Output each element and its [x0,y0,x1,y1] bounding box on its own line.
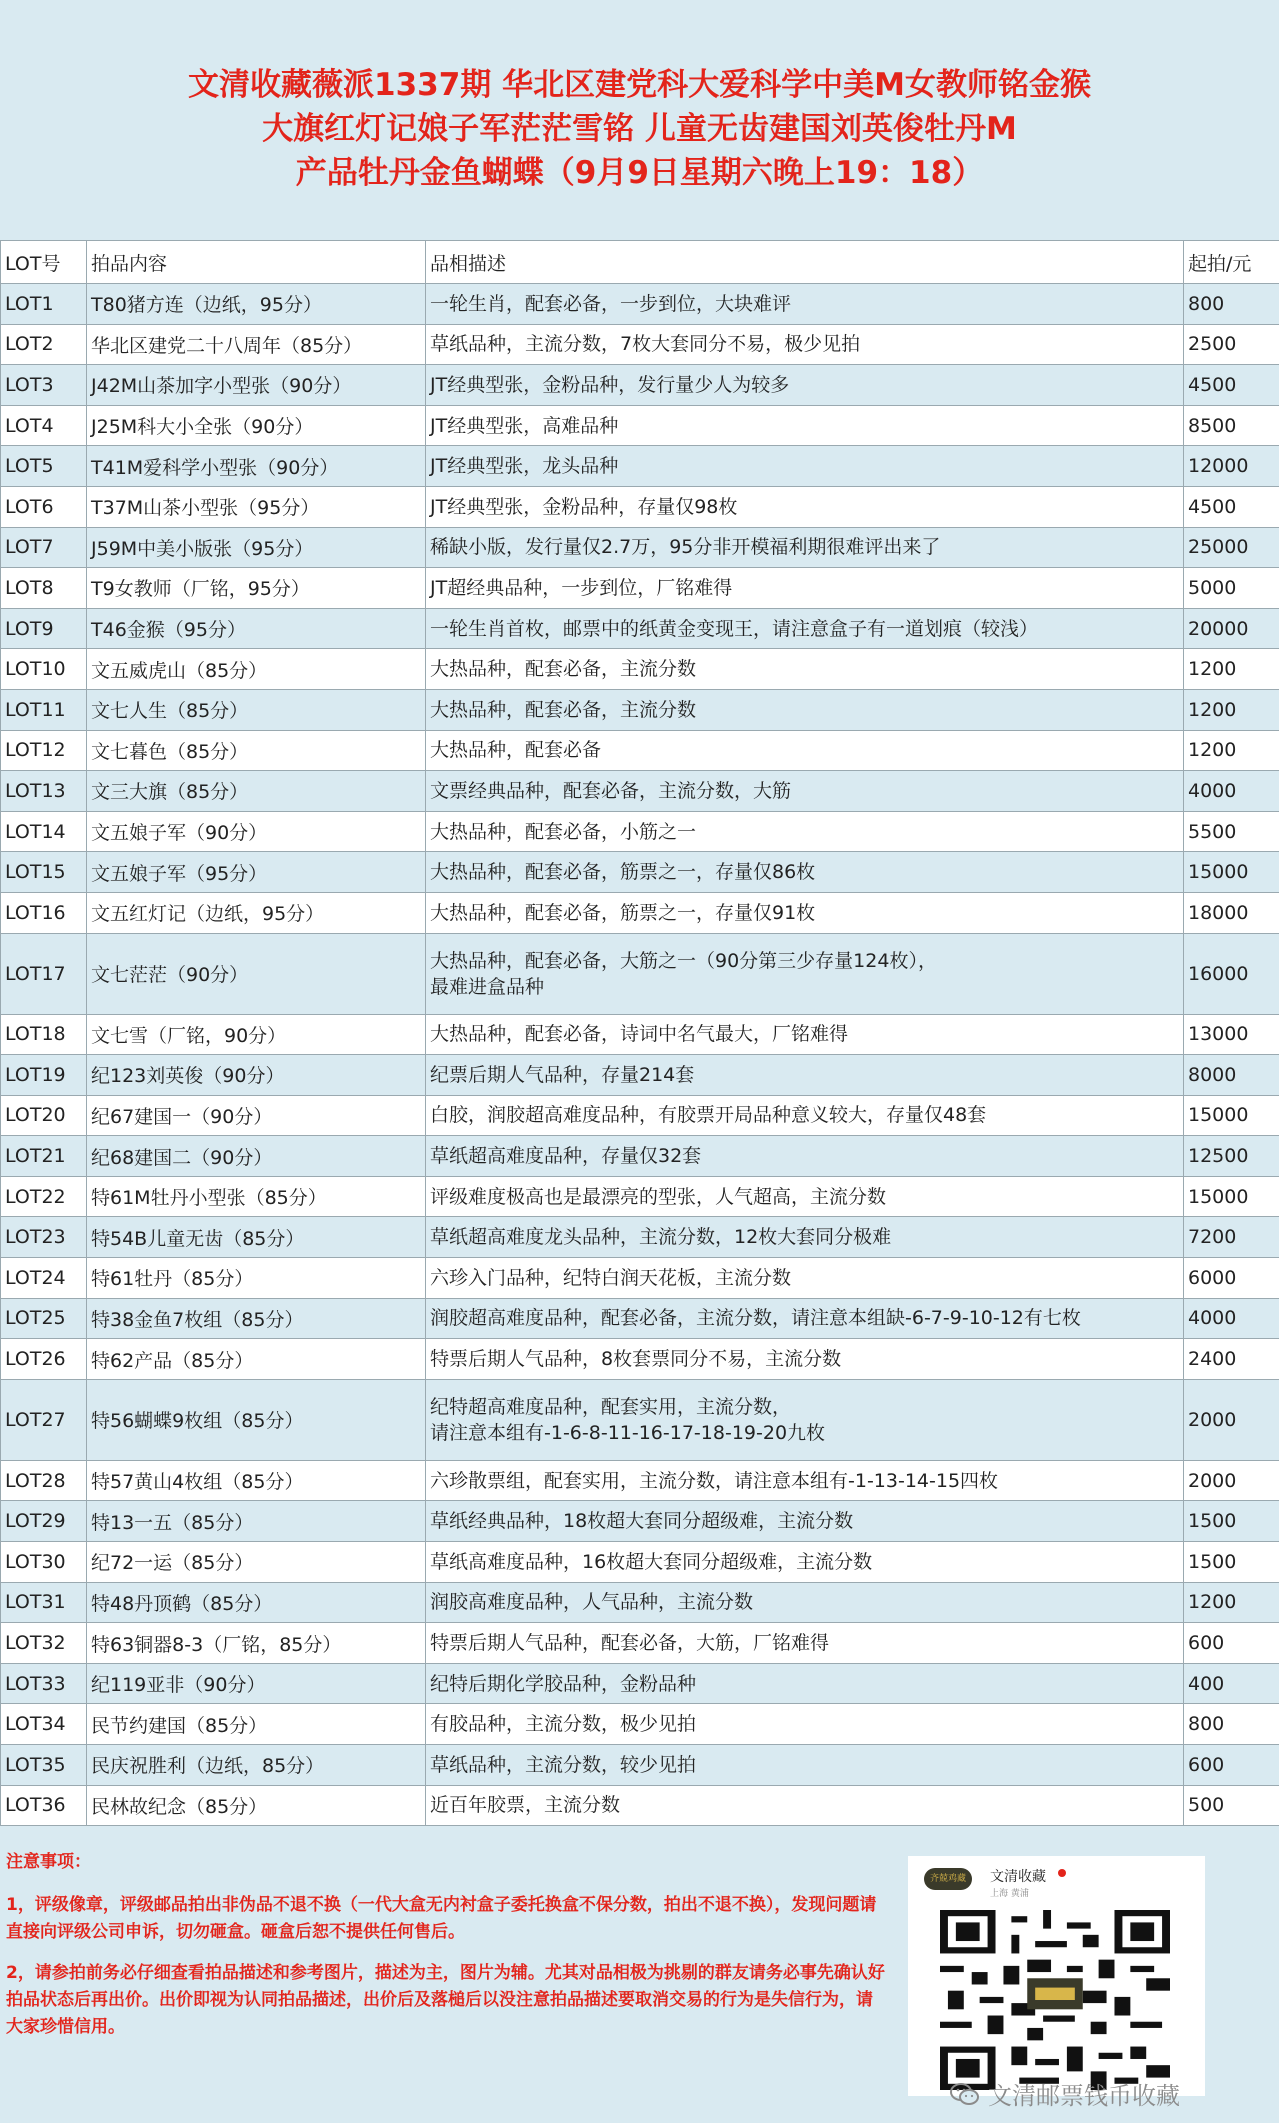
lot-description-line: 草纸超高难度龙头品种，主流分数，12枚大套同分极难 [430,1226,892,1249]
lot-description [426,1339,1184,1380]
lot-item: 特61牡丹（85分） [87,1258,426,1299]
lot-description [426,486,1184,527]
lot-item: 文七暮色（85分） [87,730,426,771]
lot-description-line: 大热品种，配套必备 [430,739,602,762]
table-row [1,1704,1279,1745]
lot-item: 纪72一运（85分） [87,1542,426,1583]
lot-start-price: 1200 [1184,649,1279,690]
qr-account-location: 上海 黄浦 [990,1889,1029,1899]
lot-start-price: 2500 [1184,324,1279,365]
lot-start-price: 20000 [1184,608,1279,649]
lot-description-line: 草纸超高难度品种，存量仅32套 [430,1145,702,1168]
lot-item: J25M科大小全张（90分） [87,405,426,446]
lot-start-price: 2400 [1184,1339,1279,1380]
watermark [950,2076,1180,2111]
lot-start-price: 800 [1184,284,1279,325]
lot-number: LOT29 [1,1501,87,1542]
lot-description [426,730,1184,771]
lot-start-price: 800 [1184,1704,1279,1745]
lot-number: LOT27 [1,1379,87,1460]
lot-item: 特13一五（85分） [87,1501,426,1542]
lot-description [426,1460,1184,1501]
lot-start-price: 1200 [1184,1582,1279,1623]
lot-description [426,933,1184,1014]
lot-description-line: 草纸品种，主流分数，7枚大套同分不易，极少见拍 [430,333,861,356]
lot-number: LOT7 [1,527,87,568]
lot-item: 民林故纪念（85分） [87,1785,426,1826]
lot-start-price: 5500 [1184,811,1279,852]
lot-description [426,1542,1184,1583]
lot-description-line: 稀缺小版，发行量仅2.7万，95分非开模福利期很难评出来了 [430,536,941,559]
lot-number: LOT19 [1,1055,87,1096]
lot-description-line: 六珍散票组，配套实用，主流分数，请注意本组有-1-13-14-15四枚 [430,1469,999,1492]
lot-item: 文五娘子军（95分） [87,852,426,893]
lot-description-line: 润胶高难度品种，人气品种，主流分数 [430,1591,754,1614]
lot-description [426,1176,1184,1217]
lot-description [426,284,1184,325]
table-header-row [1,241,1279,284]
lot-description [426,1055,1184,1096]
lot-item: 特57黄山4枚组（85分） [87,1460,426,1501]
lot-description-line: 纪特超高难度品种，配套实用，主流分数， [430,1395,792,1418]
lot-number: LOT25 [1,1298,87,1339]
lot-item: 文五娘子军（90分） [87,811,426,852]
lot-description-line: JT经典型张，金粉品种，存量仅98枚 [430,495,738,518]
lot-number: LOT26 [1,1339,87,1380]
lot-description [426,1663,1184,1704]
lot-item: T46金猴（95分） [87,608,426,649]
lot-number: LOT28 [1,1460,87,1501]
lot-description [426,527,1184,568]
lot-item: 文五威虎山（85分） [87,649,426,690]
lot-description-line: 润胶超高难度品种，配套必备，主流分数，请注意本组缺-6-7-9-10-12有七枚 [430,1307,1081,1330]
lot-description-line: 纪特后期化学胶品种，金粉品种 [430,1672,697,1695]
lot-start-price: 1500 [1184,1501,1279,1542]
header-lot: LOT号 [1,241,87,284]
lot-start-price: 15000 [1184,1095,1279,1136]
lot-description-line: 六珍入门品种，纪特白润天花板，主流分数 [430,1266,792,1289]
lot-number: LOT8 [1,568,87,609]
lot-start-price: 4500 [1184,486,1279,527]
lot-number: LOT35 [1,1745,87,1786]
lot-item: 特54B儿童无齿（85分） [87,1217,426,1258]
table-row [1,730,1279,771]
lot-description-line: 大热品种，配套必备，主流分数 [430,658,697,681]
lot-number: LOT12 [1,730,87,771]
lot-item: 纪123刘英俊（90分） [87,1055,426,1096]
table-row [1,933,1279,1014]
lot-item: 特48丹顶鹤（85分） [87,1582,426,1623]
lot-description-line: 大热品种，配套必备，小筋之一 [430,820,697,843]
lot-number: LOT14 [1,811,87,852]
lot-number: LOT32 [1,1623,87,1664]
lot-start-price: 4000 [1184,771,1279,812]
table-row [1,1582,1279,1623]
table-row [1,811,1279,852]
lot-description-line: 有胶品种，主流分数，极少见拍 [430,1713,697,1736]
lot-description-line: 特票后期人气品种，配套必备，大筋，厂铭难得 [430,1632,830,1655]
table-row [1,365,1279,406]
lot-start-price: 13000 [1184,1014,1279,1055]
lot-description-line: JT经典型张，高难品种 [430,414,619,437]
lot-start-price: 25000 [1184,527,1279,568]
lot-description-line: 大热品种，配套必备，大筋之一（90分第三少存量124枚）， [430,949,937,972]
lot-start-price: 4000 [1184,1298,1279,1339]
qr-account-name: 文清收藏 [990,1869,1046,1885]
lot-start-price: 500 [1184,1785,1279,1826]
table-row [1,568,1279,609]
lot-number: LOT31 [1,1582,87,1623]
table-row [1,852,1279,893]
note-item-2: 2，请参拍前务必仔细查看拍品描述和参考图片，描述为主，图片为辅。尤其对品相极为挑剔的群友请务必事先确认好拍品状态后再出价。出价即视为认同拍品描述，出价后及落槌后以没注意拍品描述要取消交易的行为是失信行为，请大家珍惜信用。 [6,1963,885,2037]
lot-description-line: 纪票后期人气品种，存量214套 [430,1063,695,1086]
lot-item: 纪67建国一（90分） [87,1095,426,1136]
lot-number: LOT5 [1,446,87,487]
table-row [1,324,1279,365]
lot-number: LOT16 [1,892,87,933]
lot-number: LOT17 [1,933,87,1014]
lot-item: 文七人生（85分） [87,689,426,730]
lot-number: LOT4 [1,405,87,446]
table-row [1,689,1279,730]
qr-code-icon [940,1910,1170,2090]
lot-description [426,1095,1184,1136]
table-row [1,1663,1279,1704]
lot-description-line: 草纸经典品种，18枚超大套同分超级难，主流分数 [430,1510,854,1533]
lot-start-price: 1500 [1184,1542,1279,1583]
lot-description-line: JT经典型张，金粉品种，发行量少人为较多 [430,373,790,396]
table-row [1,608,1279,649]
lot-number: LOT20 [1,1095,87,1136]
lot-description [426,324,1184,365]
lot-description-line: 草纸高难度品种，16枚超大套同分超级难，主流分数 [430,1550,873,1573]
table-row [1,771,1279,812]
table-row [1,1055,1279,1096]
lot-number: LOT24 [1,1258,87,1299]
lot-number: LOT18 [1,1014,87,1055]
lot-description [426,1582,1184,1623]
title-line-2: 大旗红灯记娘子军茫茫雪铭 儿童无齿建国刘英俊牡丹M [262,111,1017,147]
header-desc: 品相描述 [426,241,1184,284]
lot-start-price: 5000 [1184,568,1279,609]
lot-start-price: 8500 [1184,405,1279,446]
lot-start-price: 2000 [1184,1379,1279,1460]
lot-item: 特61M牡丹小型张（85分） [87,1176,426,1217]
lot-description-line: JT经典型张，龙头品种 [430,455,619,478]
lot-description [426,1298,1184,1339]
lot-item: 纪68建国二（90分） [87,1136,426,1177]
table-row [1,1258,1279,1299]
qr-card [908,1856,1205,2096]
lot-item: 特62产品（85分） [87,1339,426,1380]
lot-number: LOT1 [1,284,87,325]
lot-item: 民庆祝胜利（边纸，85分） [87,1745,426,1786]
table-row [1,1501,1279,1542]
lot-description-line: 一轮生肖首枚，邮票中的纸黄金变现王，请注意盒子有一道划痕（较浅） [430,617,1039,640]
table-row [1,527,1279,568]
lot-description-line: JT超经典品种，一步到位，厂铭难得 [430,576,733,599]
table-row [1,486,1279,527]
table-row [1,446,1279,487]
lot-description-line: 白胶，润胶超高难度品种，有胶票开局品种意义较大，存量仅48套 [430,1104,987,1127]
lot-item: T80猪方连（边纸，95分） [87,284,426,325]
wechat-icon [950,2082,980,2106]
lot-description-line: 大热品种，配套必备，筋票之一，存量仅91枚 [430,901,816,924]
lot-number: LOT11 [1,689,87,730]
table-row [1,649,1279,690]
lot-item: 民节约建国（85分） [87,1704,426,1745]
lot-table-body [1,284,1279,1826]
lot-item: T37M山茶小型张（95分） [87,486,426,527]
table-row [1,1745,1279,1786]
lot-start-price: 2000 [1184,1460,1279,1501]
lot-table [0,240,1279,1826]
lot-description-line: 请注意本组有-1-6-8-11-16-17-18-19-20九枚 [430,1421,826,1444]
lot-number: LOT30 [1,1542,87,1583]
lot-description [426,892,1184,933]
lot-description [426,446,1184,487]
lot-item: 文七茫茫（90分） [87,933,426,1014]
table-row [1,1542,1279,1583]
header-item: 拍品内容 [87,241,426,284]
notes-heading: 注意事项： [6,1852,91,1872]
lot-description [426,568,1184,609]
lot-description-line: 大热品种，配套必备，筋票之一，存量仅86枚 [430,861,816,884]
lot-start-price: 7200 [1184,1217,1279,1258]
lot-item: 特56蝴蝶9枚组（85分） [87,1379,426,1460]
lot-item: 文七雪（厂铭，90分） [87,1014,426,1055]
lot-description-line: 大热品种，配套必备，主流分数 [430,698,697,721]
lot-description [426,771,1184,812]
lot-item: 文三大旗（85分） [87,771,426,812]
lot-description [426,1745,1184,1786]
lot-number: LOT10 [1,649,87,690]
lot-start-price: 8000 [1184,1055,1279,1096]
lot-start-price: 18000 [1184,892,1279,933]
lot-description [426,852,1184,893]
lot-description [426,649,1184,690]
table-row [1,1298,1279,1339]
header-price: 起拍/元 [1184,241,1279,284]
watermark-text: 文清邮票钱币收藏 [988,2082,1180,2110]
table-row [1,1339,1279,1380]
lot-number: LOT34 [1,1704,87,1745]
lot-description-line: 近百年胶票，主流分数 [430,1794,621,1817]
lot-description-line: 最难进盒品种 [430,975,545,998]
lot-number: LOT22 [1,1176,87,1217]
table-row [1,405,1279,446]
lot-number: LOT3 [1,365,87,406]
title-line-3: 产品牡丹金鱼蝴蝶（9月9日星期六晚上19：18） [295,155,984,191]
lot-number: LOT33 [1,1663,87,1704]
lot-start-price: 15000 [1184,852,1279,893]
lot-description [426,1623,1184,1664]
title-line-1: 文清收藏薇派1337期 华北区建党科大爱科学中美M女教师铭金猴 [188,67,1091,103]
lot-start-price: 1200 [1184,730,1279,771]
lot-description [426,1258,1184,1299]
lot-description [426,1501,1184,1542]
lot-number: LOT13 [1,771,87,812]
lot-description [426,365,1184,406]
lot-description [426,811,1184,852]
table-row [1,1460,1279,1501]
table-row [1,1095,1279,1136]
table-row [1,1623,1279,1664]
lot-start-price: 4500 [1184,365,1279,406]
lot-item: 特38金鱼7枚组（85分） [87,1298,426,1339]
table-row [1,1785,1279,1826]
lot-description [426,1217,1184,1258]
lot-start-price: 12000 [1184,446,1279,487]
notes-section [0,1827,886,2055]
table-row [1,1136,1279,1177]
lot-start-price: 12500 [1184,1136,1279,1177]
lot-item: J59M中美小版张（95分） [87,527,426,568]
lot-start-price: 600 [1184,1623,1279,1664]
table-row [1,1379,1279,1460]
lot-item: J42M山茶加字小型张（90分） [87,365,426,406]
lot-start-price: 1200 [1184,689,1279,730]
lot-description [426,689,1184,730]
lot-description [426,1379,1184,1460]
lot-description [426,1785,1184,1826]
lot-number: LOT6 [1,486,87,527]
lot-start-price: 15000 [1184,1176,1279,1217]
lot-description [426,608,1184,649]
lot-description-line: 文票经典品种，配套必备，主流分数，大筋 [430,779,792,802]
page-title [0,0,1279,240]
lot-item: 文五红灯记（边纸，95分） [87,892,426,933]
lot-description [426,405,1184,446]
table-row [1,284,1279,325]
lot-start-price: 16000 [1184,933,1279,1014]
lot-number: LOT15 [1,852,87,893]
lot-start-price: 600 [1184,1745,1279,1786]
lot-item: 纪119亚非（90分） [87,1663,426,1704]
verified-dot-icon [1058,1869,1066,1877]
table-row [1,1176,1279,1217]
lot-number: LOT23 [1,1217,87,1258]
lot-item: T41M爱科学小型张（90分） [87,446,426,487]
lot-description [426,1014,1184,1055]
lot-description-line: 大热品种，配套必备，诗词中名气最大，厂铭难得 [430,1023,849,1046]
lot-number: LOT2 [1,324,87,365]
lot-description-line: 特票后期人气品种，8枚套票同分不易，主流分数 [430,1348,842,1371]
lot-number: LOT36 [1,1785,87,1826]
lot-start-price: 6000 [1184,1258,1279,1299]
lot-start-price: 400 [1184,1663,1279,1704]
table-row [1,892,1279,933]
lot-item: 特63铜器8-3（厂铭，85分） [87,1623,426,1664]
lot-number: LOT9 [1,608,87,649]
lot-item: T9女教师（厂铭，95分） [87,568,426,609]
lot-description-line: 一轮生肖，配套必备，一步到位，大块难评 [430,292,792,315]
note-item-1: 1，评级像章，评级邮品拍出非伪品不退不换（一代大盒无内衬盒子委托换盒不保分数，拍出不退不换），发现问题请直接向评级公司申诉，切勿砸盒。砸盒后恕不提供任何售后。 [6,1895,877,1942]
lot-description-line: 草纸品种，主流分数，较少见拍 [430,1753,697,1776]
lot-description [426,1704,1184,1745]
qr-logo: 齐兢鸡藏 [924,1868,972,1890]
lot-number: LOT21 [1,1136,87,1177]
lot-description [426,1136,1184,1177]
lot-item: 华北区建党二十八周年（85分） [87,324,426,365]
lot-description-line: 评级难度极高也是最漂亮的型张，人气超高，主流分数 [430,1185,887,1208]
table-row [1,1217,1279,1258]
table-row [1,1014,1279,1055]
